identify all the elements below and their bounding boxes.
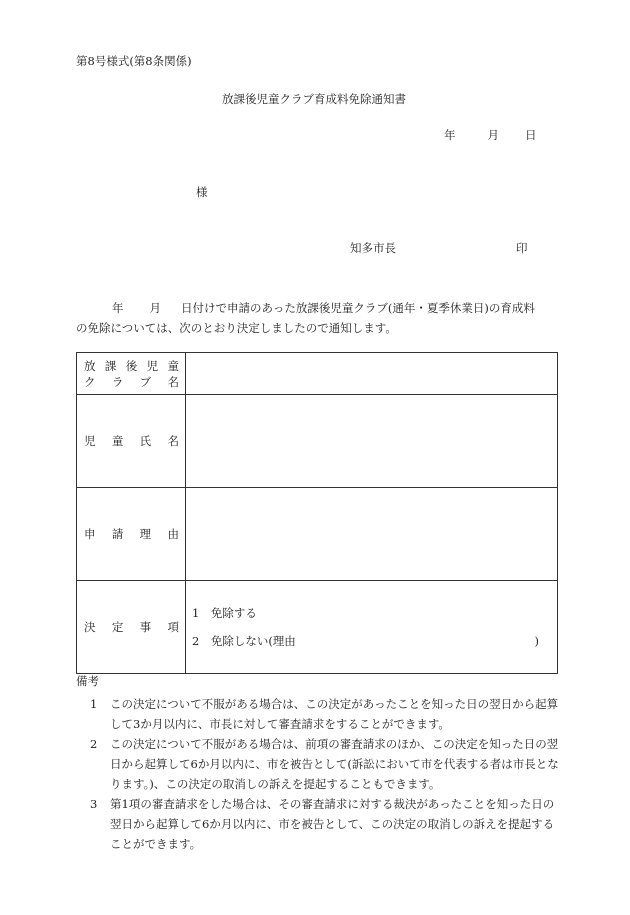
club-name-label <box>77 353 186 395</box>
recipient-suffix: 様 <box>196 185 208 199</box>
decision-row <box>77 581 558 674</box>
body-text <box>76 298 558 338</box>
label-char: ク <box>84 374 96 389</box>
note-item <box>90 794 560 854</box>
label-char: 児 <box>146 358 159 373</box>
label-char: 名 <box>167 434 179 448</box>
seal-mark: 印 <box>516 241 528 255</box>
label-char: 決 <box>84 620 96 634</box>
label-char: 由 <box>167 527 179 541</box>
date-day: 日 <box>525 128 537 142</box>
body-line1: 日付けで申請のあった放課後児童クラブ(通年・夏季休業日)の育成料 <box>181 301 535 315</box>
date-year: 年 <box>444 128 456 142</box>
document-title: 放課後児童クラブ育成料免除通知書 <box>222 92 406 106</box>
notes-list <box>90 694 560 854</box>
option-not-exempt[interactable] <box>192 627 557 655</box>
note-number: 1 <box>90 697 98 711</box>
label-char: ブ <box>139 374 152 389</box>
note-item <box>90 694 560 734</box>
decision-label <box>77 581 186 674</box>
label-char: 理 <box>139 527 152 541</box>
body-line2: の免除については、次のとおり決定しましたので通知します。 <box>76 321 397 335</box>
note-item <box>90 734 560 794</box>
child-name-label <box>77 395 186 488</box>
date-line <box>444 130 537 142</box>
label-char: 放 <box>84 358 96 373</box>
option-exempt[interactable]: 1 免除する <box>192 606 257 620</box>
label-char: 童 <box>111 434 124 448</box>
note-number: 3 <box>90 797 98 811</box>
note-number: 2 <box>90 737 98 751</box>
label-char: ラ <box>111 374 124 389</box>
note-text: この決定について不服がある場合は、前項の審査請求のほか、この決定を知った日の翌日から起算して6か月以内に、市を被告として(訴訟において市を代表する者は市長となります。)、この決定の取消しの訴えを提起することもできます。 <box>110 737 559 791</box>
label-char: 項 <box>167 620 179 634</box>
option-not-exempt-label: 2 免除しない(理由 <box>192 634 296 648</box>
label-char: 課 <box>104 358 117 373</box>
child-row <box>77 395 558 488</box>
label-char: 申 <box>84 527 96 541</box>
body-year: 年 <box>112 301 124 315</box>
reason-label <box>77 488 186 581</box>
form-number: 第8号様式(第8条関係) <box>76 54 192 68</box>
date-month: 月 <box>487 128 499 142</box>
reason-row <box>77 488 558 581</box>
note-text: この決定について不服がある場合は、この決定があったことを知った日の翌日から起算して3か月以内に、市長に対して審査請求をすることができます。 <box>110 697 559 731</box>
reason-field[interactable] <box>186 488 558 581</box>
label-char: 名 <box>167 374 179 389</box>
label-char: 氏 <box>139 434 152 448</box>
detail-table <box>76 352 558 674</box>
child-name-field[interactable] <box>186 395 558 488</box>
notes-heading: 備考 <box>76 674 99 688</box>
note-text: 第1項の審査請求をした場合は、その審査請求に対する裁決があったことを知った日の翌日から起算して6か月以内に、市を被告として、この決定の取消しの訴えを提起することができます。 <box>110 797 555 851</box>
label-char: 後 <box>125 358 138 373</box>
label-char: 定 <box>111 620 124 634</box>
label-char: 事 <box>139 620 152 634</box>
body-month: 月 <box>149 301 161 315</box>
reason-close-paren: ) <box>534 634 539 648</box>
label-char: 児 <box>84 434 96 448</box>
label-char: 童 <box>167 358 179 373</box>
label-char: 請 <box>111 527 124 541</box>
decision-field <box>186 581 558 674</box>
issuer-name: 知多市長 <box>350 241 396 255</box>
club-name-field[interactable] <box>186 353 558 395</box>
club-row <box>77 353 558 395</box>
